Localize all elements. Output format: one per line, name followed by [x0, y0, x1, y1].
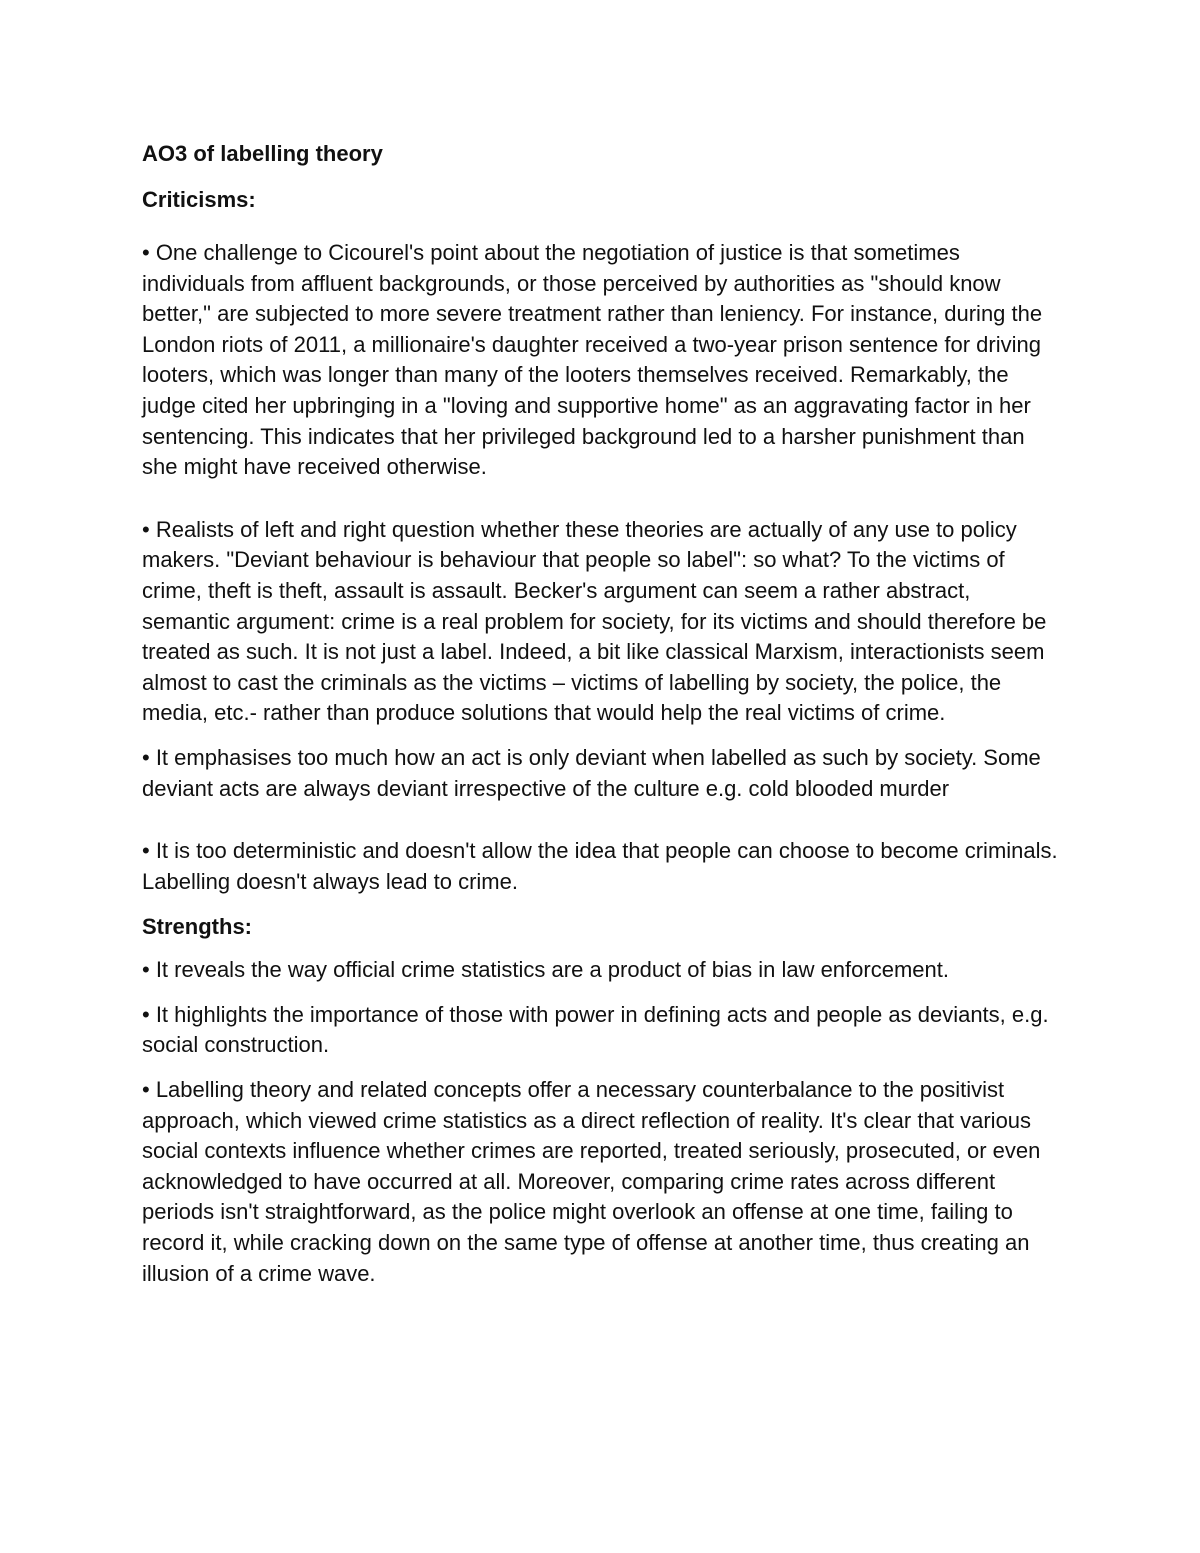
criticisms-heading: Criticisms: — [142, 187, 256, 212]
strength-paragraph-3: • Labelling theory and related concepts offer a necessary counterbalance to the positivist approach, which viewed crime statistics as a direct reflection of reality. It's clear that various social contexts influence whether crimes are reported, treated seriously, prosecuted, or even acknowledged to have occurred at all. Moreover, comparing crime rates across different periods isn't straightforward, as the police might overlook an offense at one time, failing to record it, while cracking down on the same type of offense at another time, thus creating an illusion of a crime wave. — [142, 1077, 1041, 1286]
criticism-paragraph-1: • One challenge to Cicourel's point about the negotiation of justice is that sometimes individuals from affluent backgrounds, or those perceived by authorities as "should know better," are subjected to more severe treatment rather than leniency. For instance, during the London riots of 2011, a millionaire's daughter received a two-year prison sentence for driving looters, which was longer than many of the looters themselves received. Remarkably, the judge cited her upbringing in a "loving and supportive home" as an aggravating factor in her sentencing. This indicates that her privileged background led to a harsher punishment than she might have received otherwise. — [142, 240, 1043, 480]
document-body — [142, 138, 1062, 1289]
criticism-paragraph-2: • Realists of left and right question whether these theories are actually of any use to policy makers. "Deviant behaviour is behaviour that people so label": so what? To the victims of crime, theft is theft, assault is assault. Becker's argument can seem a rather abstract, semantic argument: crime is a real problem for society, for its victims and should therefore be treated as such. It is not just a label. Indeed, a bit like classical Marxism, interactionists seem almost to cast the criminals as the victims – victims of labelling by society, the police, the media, etc.- rather than produce solutions that would help the real victims of crime. — [142, 516, 1047, 726]
criticism-paragraph-3: • It emphasises too much how an act is only deviant when labelled as such by society. Some deviant acts are always deviant irrespective of the culture e.g. cold blooded murder — [142, 744, 1041, 801]
criticism-paragraph-4: • It is too deterministic and doesn't allow the idea that people can choose to become criminals. Labelling doesn't always lead to crime. — [142, 838, 1058, 894]
strengths-heading: Strengths: — [142, 914, 252, 940]
strength-paragraph-1: • It reveals the way official crime statistics are a product of bias in law enforcement. — [142, 957, 949, 983]
strength-paragraph-2: • It highlights the importance of those with power in defining acts and people as deviants, e.g. social construction. — [142, 1001, 1049, 1058]
document-title: AO3 of labelling theory — [142, 141, 383, 166]
